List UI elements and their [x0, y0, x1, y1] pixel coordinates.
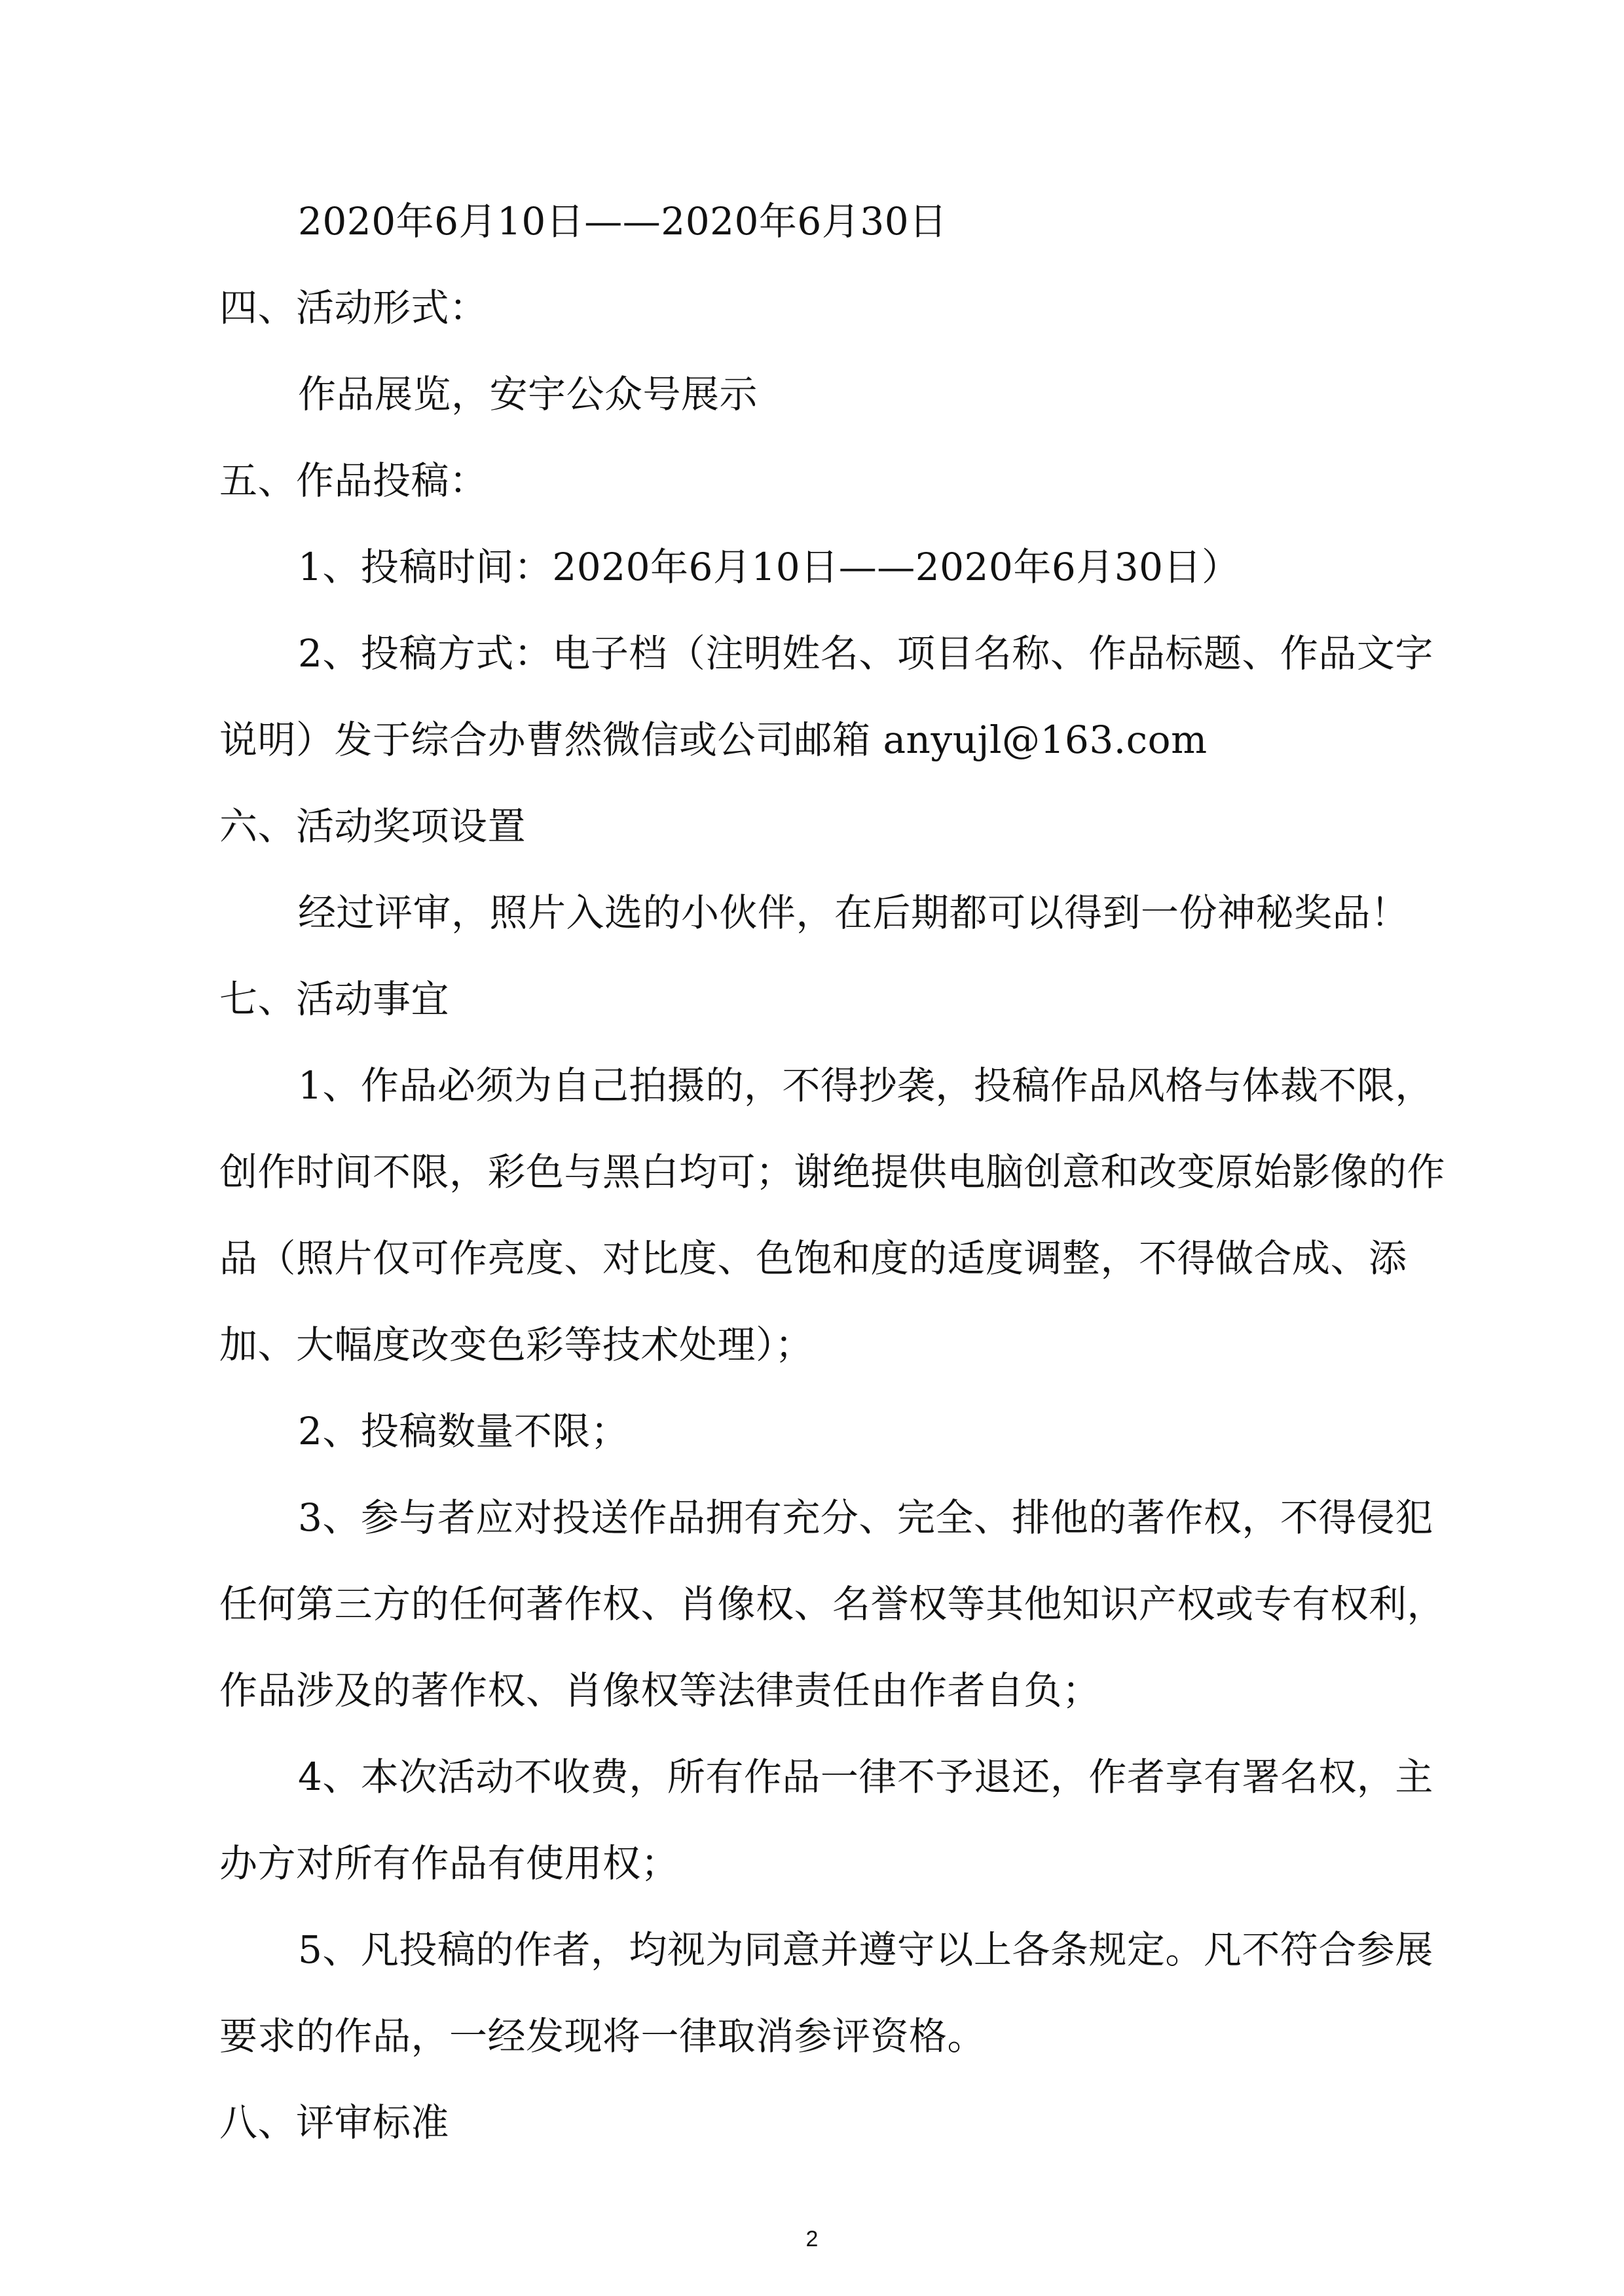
rule-5-line-1: 5、凡投稿的作者，均视为同意并遵守以上各条规定。凡不符合参展	[298, 1927, 1433, 1972]
rule-3-line-3: 作品涉及的著作权、肖像权等法律责任由作者自负；	[219, 1668, 1101, 1713]
rule-3-line-2: 任何第三方的任何著作权、肖像权、名誉权等其他知识产权或专有权利，	[219, 1582, 1446, 1626]
rule-4-line-2: 办方对所有作品有使用权；	[219, 1841, 680, 1886]
submission-method-continuation: 说明）发于综合办曹然微信或公司邮箱 anyujl@163.com	[219, 718, 1208, 762]
rule-4-line-1: 4、本次活动不收费，所有作品一律不予退还，作者享有署名权，主	[298, 1755, 1433, 1799]
submission-time-line: 1、投稿时间：2020年6月10日——2020年6月30日）	[298, 545, 1240, 589]
rule-1-line-3: 品（照片仅可作亮度、对比度、色饱和度的适度调整，不得做合成、添	[219, 1236, 1407, 1281]
rule-2-line: 2、投稿数量不限；	[298, 1409, 629, 1453]
date-range-line: 2020年6月10日——2020年6月30日	[298, 199, 948, 244]
rule-1-line-2: 创作时间不限，彩色与黑白均可；谢绝提供电脑创意和改变原始影像的作	[219, 1150, 1446, 1194]
award-description-line: 经过评审，照片入选的小伙伴，在后期都可以得到一份神秘奖品！	[298, 890, 1409, 935]
section-6-heading: 六、活动奖项设置	[219, 804, 526, 848]
submission-method-line: 2、投稿方式：电子档（注明姓名、项目名称、作品标题、作品文字	[298, 631, 1433, 676]
rule-1-line-4: 加、大幅度改变色彩等技术处理）；	[219, 1322, 814, 1367]
page-number: 2	[805, 2227, 819, 2251]
section-4-heading: 四、活动形式：	[219, 285, 488, 330]
rule-3-line-1: 3、参与者应对投送作品拥有充分、完全、排他的著作权，不得侵犯	[298, 1495, 1433, 1540]
section-8-heading: 八、评审标准	[219, 2100, 450, 2145]
section-7-heading: 七、活动事宜	[219, 977, 450, 1021]
section-5-heading: 五、作品投稿：	[219, 458, 488, 503]
activity-format-line: 作品展览，安宇公众号展示	[298, 372, 758, 416]
rule-5-line-2: 要求的作品，一经发现将一律取消参评资格。	[219, 2014, 986, 2058]
rule-1-line-1: 1、作品必须为自己拍摄的，不得抄袭，投稿作品风格与体裁不限，	[298, 1063, 1433, 1108]
